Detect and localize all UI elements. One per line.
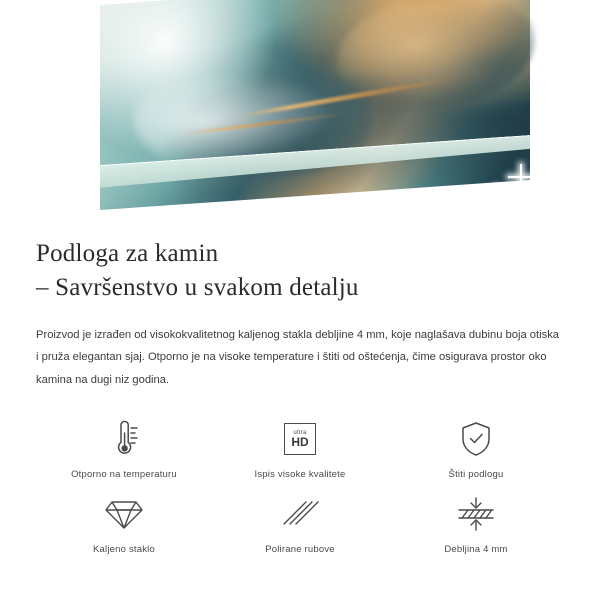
feature-label: Otporno na temperaturu <box>71 469 177 481</box>
ultra-hd-badge-small: ultra <box>293 430 307 437</box>
content-area <box>0 237 600 555</box>
feature-grid <box>36 417 564 555</box>
page-title-line2: – Savršenstvo u svakom detalju <box>36 273 359 301</box>
feature-item-temperature <box>36 417 212 480</box>
feature-label: Kaljeno staklo <box>93 544 155 556</box>
feature-item-tempered-glass <box>36 492 212 555</box>
thermometer-icon <box>107 417 141 461</box>
feature-label: Štiti podlogu <box>448 469 504 481</box>
ultra-hd-badge-big: HD <box>291 435 309 450</box>
polished-edges-icon <box>280 492 320 536</box>
feature-item-thickness <box>388 492 564 555</box>
page-title-line1: Podloga za kamin <box>36 240 219 267</box>
feature-label: Debljina 4 mm <box>444 544 508 556</box>
feature-item-protection <box>388 417 564 480</box>
shield-check-icon <box>458 417 494 461</box>
sparkle-icon <box>508 164 534 190</box>
ultra-hd-icon <box>284 417 316 461</box>
diamond-icon <box>104 492 144 536</box>
sparkle-icon <box>488 186 504 202</box>
feature-item-polished-edges <box>212 492 388 555</box>
feature-label: Polirane rubove <box>265 544 335 556</box>
hero-image <box>0 0 600 215</box>
feature-label: Ispis visoke kvalitete <box>254 469 346 481</box>
page-title <box>36 237 564 304</box>
feature-item-print-quality <box>212 417 388 480</box>
product-description: Proizvod je izrađen od visokokvalitetnog kaljenog stakla debljine 4 mm, koje naglašava dubinu boja otiska i pruža elegantan sjaj. Otporno je na visoke temperature i štiti od oštećenja, čime osigurava prostor oko kamina na dugi niz godina. <box>36 329 560 386</box>
thickness-icon <box>456 492 496 536</box>
